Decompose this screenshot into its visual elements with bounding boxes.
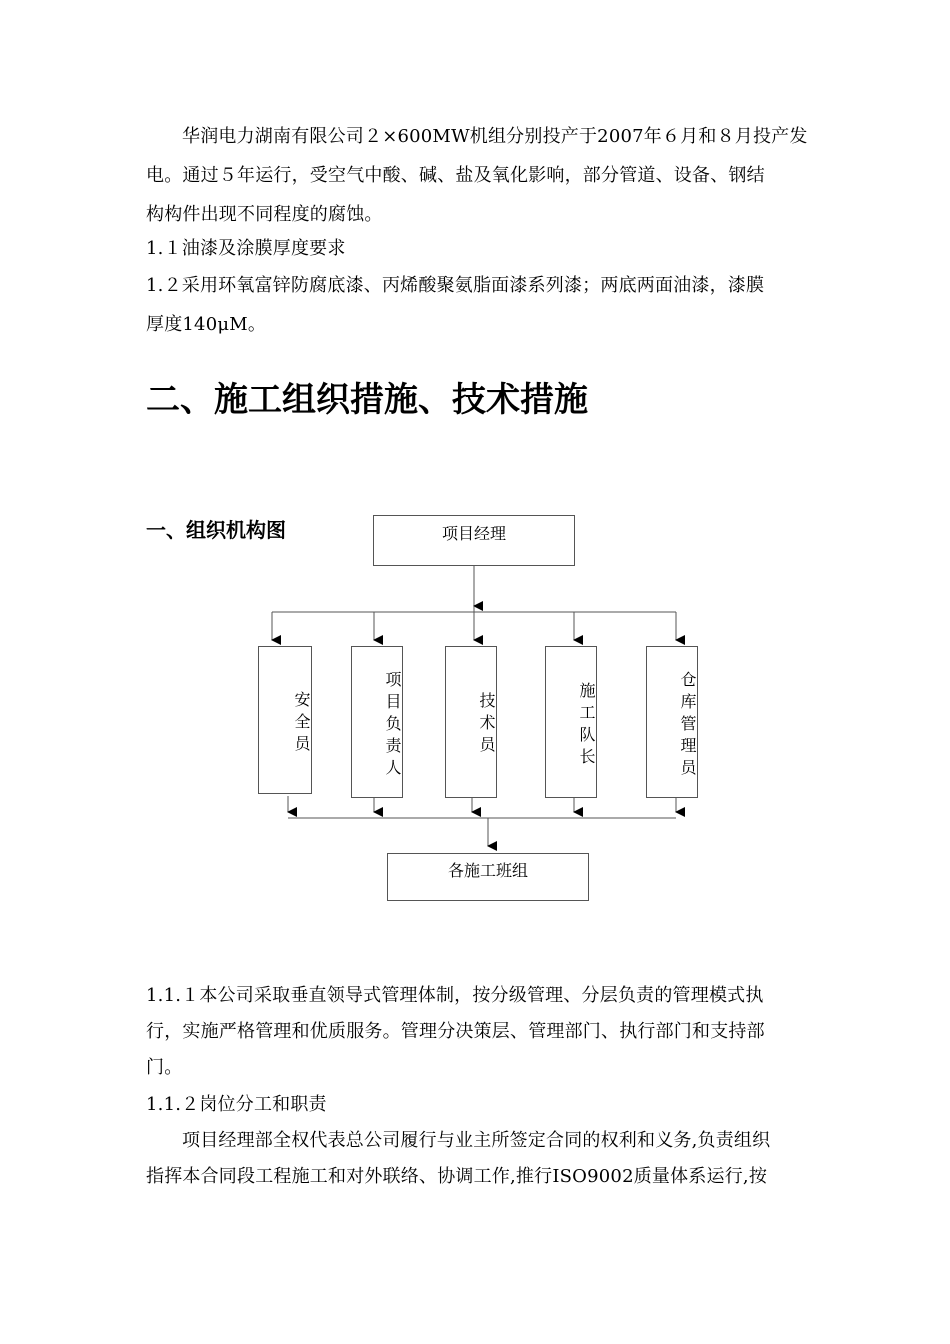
para-1-1-1-line-3: 门。 (146, 1057, 183, 1078)
org-role-box (445, 646, 497, 798)
item-1-2-line-2: 厚度140μM。 (146, 314, 267, 335)
org-top-box (373, 515, 575, 566)
org-role-label: 仓库管理员 (678, 671, 697, 781)
para-manager-line-1: 项目经理部全权代表总公司履行与业主所签定合同的权利和义务,负责组织 (182, 1130, 771, 1151)
para-1-1-1-line-1: 1.1.１本公司采取垂直领导式管理体制，按分级管理、分层负责的管理模式执 (146, 985, 764, 1006)
intro-line-3: 构构件出现不同程度的腐蚀。 (146, 204, 383, 225)
intro-line-2: 电。通过５年运行，受空气中酸、碱、盐及氧化影响，部分管道、设备、钢结 (146, 165, 765, 186)
org-bottom-box (387, 853, 589, 901)
subsection-title: 一、组织机构图 (146, 518, 286, 542)
org-top-label: 项目经理 (441, 524, 506, 543)
section-title: 二、施工组织措施、技术措施 (146, 380, 588, 420)
item-1-2-line-1: 1.２采用环氧富锌防腐底漆、丙烯酸聚氨脂面漆系列漆；两底两面油漆，漆膜 (146, 275, 765, 296)
para-1-1-1-line-2: 行，实施严格管理和优质服务。管理分决策层、管理部门、执行部门和支持部 (146, 1021, 765, 1042)
org-bottom-label: 各施工班组 (447, 861, 528, 880)
para-manager-line-2: 指挥本合同段工程施工和对外联络、协调工作,推行ISO9002质量体系运行,按 (146, 1166, 768, 1187)
item-1-1: 1.１油漆及涂膜厚度要求 (146, 238, 346, 259)
org-role-label: 安全员 (292, 691, 311, 757)
para-1-1-2: 1.1.２岗位分工和职责 (146, 1094, 327, 1115)
org-role-label: 技术员 (477, 692, 496, 758)
org-role-box (351, 646, 403, 798)
org-role-box (545, 646, 597, 798)
org-role-box (258, 646, 312, 794)
intro-line-1: 华润电力湖南有限公司２×600MW机组分别投产于2007年６月和８月投产发 (182, 126, 808, 147)
org-role-label: 项目负责人 (383, 671, 402, 781)
org-role-box (646, 646, 698, 798)
org-role-label: 施工队长 (577, 682, 596, 770)
